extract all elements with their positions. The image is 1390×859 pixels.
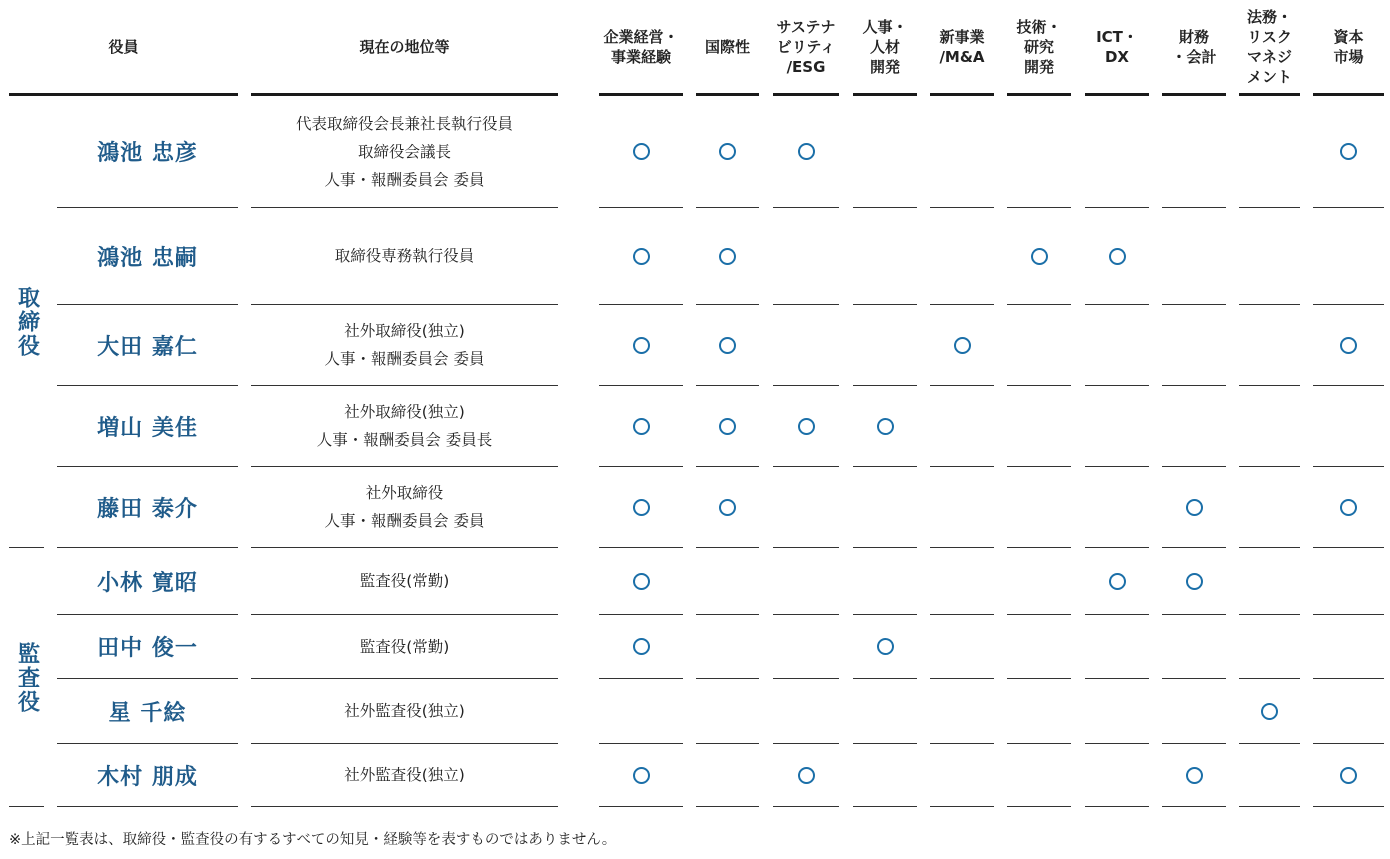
header-skill xyxy=(1007,0,1071,96)
skill-cell xyxy=(773,96,839,208)
circle-mark-icon xyxy=(719,499,736,516)
skill-cell xyxy=(1239,96,1300,208)
skill-cell xyxy=(1239,679,1300,744)
skill-cell xyxy=(1313,208,1384,305)
skill-cell xyxy=(1162,208,1226,305)
skill-cell xyxy=(930,615,994,679)
skill-cell xyxy=(1085,467,1149,548)
circle-mark-icon xyxy=(877,418,894,435)
officer-position xyxy=(251,96,558,208)
skill-cell xyxy=(1162,305,1226,386)
skill-cell xyxy=(930,96,994,208)
skill-cell xyxy=(773,548,839,615)
officer-position xyxy=(251,305,558,386)
skill-cell xyxy=(930,467,994,548)
officer-name xyxy=(57,208,238,305)
skill-cell xyxy=(930,386,994,467)
skill-cell xyxy=(1162,467,1226,548)
circle-mark-icon xyxy=(633,499,650,516)
skill-cell xyxy=(599,208,683,305)
skill-cell xyxy=(1162,615,1226,679)
header-skill-label: 人事・ 人材 開発 xyxy=(862,17,908,76)
skill-cell xyxy=(1085,96,1149,208)
skill-cell xyxy=(696,467,759,548)
header-skill xyxy=(1313,0,1384,96)
skill-cell xyxy=(1085,305,1149,386)
skill-cell xyxy=(1162,744,1226,807)
header-skill xyxy=(853,0,917,96)
skill-cell xyxy=(696,679,759,744)
skill-cell xyxy=(599,744,683,807)
officer-position-text: 社外取締役(独立) 人事・報酬委員会 委員 xyxy=(324,322,485,368)
officer-position-text: 社外監査役(独立) xyxy=(344,766,465,784)
officer-name-text: 増山 美佳 xyxy=(97,415,198,441)
skill-cell xyxy=(1007,679,1071,744)
header-position xyxy=(251,0,558,96)
group-label-text: 取締役 xyxy=(14,286,40,358)
skill-cell xyxy=(1239,386,1300,467)
skill-cell xyxy=(1007,548,1071,615)
skill-cell xyxy=(1239,615,1300,679)
skill-cell xyxy=(1085,744,1149,807)
header-skill-label: ICT・ DX xyxy=(1096,27,1138,66)
group-label xyxy=(9,96,45,548)
skill-cell xyxy=(696,386,759,467)
circle-mark-icon xyxy=(633,143,650,160)
group-label-text: 監査役 xyxy=(14,641,40,714)
circle-mark-icon xyxy=(1186,767,1203,784)
circle-mark-icon xyxy=(798,143,815,160)
header-skill-label: 新事業 /M&A xyxy=(939,27,985,66)
skill-cell xyxy=(930,548,994,615)
circle-mark-icon xyxy=(1109,573,1126,590)
skill-cell xyxy=(1085,208,1149,305)
header-skill-label: 資本 市場 xyxy=(1333,27,1364,66)
circle-mark-icon xyxy=(1186,573,1203,590)
skill-cell xyxy=(930,305,994,386)
skill-cell xyxy=(773,386,839,467)
officer-name xyxy=(57,96,238,208)
officer-name xyxy=(57,467,238,548)
circle-mark-icon xyxy=(719,143,736,160)
skill-cell xyxy=(773,208,839,305)
skill-cell xyxy=(599,305,683,386)
circle-mark-icon xyxy=(719,248,736,265)
officer-name-text: 小林 寛昭 xyxy=(97,570,198,596)
group-label xyxy=(9,548,45,807)
skill-cell xyxy=(1239,744,1300,807)
skill-cell xyxy=(773,615,839,679)
skill-cell xyxy=(696,305,759,386)
officer-position-text: 代表取締役会長兼社長執行役員 取締役会議長 人事・報酬委員会 委員 xyxy=(295,114,513,189)
officer-position xyxy=(251,679,558,744)
circle-mark-icon xyxy=(1340,499,1357,516)
circle-mark-icon xyxy=(954,337,971,354)
header-officer xyxy=(9,0,238,96)
circle-mark-icon xyxy=(633,638,650,655)
header-skill-label: 企業経営・ 事業経験 xyxy=(603,27,679,66)
officer-name xyxy=(57,615,238,679)
header-skill xyxy=(599,0,683,96)
officer-name xyxy=(57,305,238,386)
skill-cell xyxy=(696,548,759,615)
skill-cell xyxy=(1162,386,1226,467)
skill-cell xyxy=(696,208,759,305)
skill-cell xyxy=(1085,615,1149,679)
skill-cell xyxy=(1313,615,1384,679)
skill-cell xyxy=(599,467,683,548)
skill-cell xyxy=(930,208,994,305)
skill-cell xyxy=(1313,386,1384,467)
header-skill-label: 技術・ 研究 開発 xyxy=(1016,17,1062,76)
skill-cell xyxy=(696,615,759,679)
skill-cell xyxy=(1313,548,1384,615)
header-skill xyxy=(696,0,759,96)
officer-position-text: 社外取締役 人事・報酬委員会 委員 xyxy=(324,484,485,530)
skill-cell xyxy=(773,744,839,807)
skill-cell xyxy=(930,744,994,807)
skill-cell xyxy=(1313,467,1384,548)
skill-cell xyxy=(599,548,683,615)
skill-cell xyxy=(1007,467,1071,548)
skill-cell xyxy=(1085,386,1149,467)
header-skill xyxy=(1239,0,1300,96)
circle-mark-icon xyxy=(1031,248,1048,265)
officer-name xyxy=(57,744,238,807)
circle-mark-icon xyxy=(719,418,736,435)
skill-cell xyxy=(853,386,917,467)
skill-cell xyxy=(853,679,917,744)
skill-cell xyxy=(1007,305,1071,386)
officer-name-text: 大田 嘉仁 xyxy=(97,334,198,360)
officer-name-text: 鴻池 忠嗣 xyxy=(97,245,198,271)
header-position-label: 現在の地位等 xyxy=(359,37,450,56)
officer-position xyxy=(251,615,558,679)
circle-mark-icon xyxy=(798,767,815,784)
circle-mark-icon xyxy=(633,767,650,784)
officer-position xyxy=(251,386,558,467)
skill-cell xyxy=(1162,548,1226,615)
skill-cell xyxy=(1007,386,1071,467)
officer-name-text: 木村 朋成 xyxy=(97,764,198,790)
officer-name xyxy=(57,386,238,467)
officer-position-text: 取締役専務執行役員 xyxy=(334,247,475,265)
header-skill-label: 法務・ リスク マネジ メント xyxy=(1246,7,1292,86)
circle-mark-icon xyxy=(633,418,650,435)
circle-mark-icon xyxy=(1261,703,1278,720)
header-skill xyxy=(1162,0,1226,96)
skill-cell xyxy=(1162,96,1226,208)
officer-position xyxy=(251,744,558,807)
skill-cell xyxy=(599,386,683,467)
header-skill-label: サステナ ビリティ /ESG xyxy=(776,17,836,76)
skill-cell xyxy=(853,305,917,386)
skill-cell xyxy=(1085,679,1149,744)
circle-mark-icon xyxy=(1340,143,1357,160)
header-skill xyxy=(773,0,839,96)
skill-cell xyxy=(599,679,683,744)
header-officer-label: 役員 xyxy=(108,37,139,56)
officer-position-text: 監査役(常勤) xyxy=(359,572,450,590)
skill-cell xyxy=(1162,679,1226,744)
officer-position xyxy=(251,467,558,548)
skill-cell xyxy=(1085,548,1149,615)
officer-name xyxy=(57,548,238,615)
skill-cell xyxy=(853,548,917,615)
skill-cell xyxy=(1007,615,1071,679)
skill-cell xyxy=(773,467,839,548)
header-skill xyxy=(930,0,994,96)
circle-mark-icon xyxy=(633,337,650,354)
skill-cell xyxy=(773,305,839,386)
circle-mark-icon xyxy=(877,638,894,655)
skill-cell xyxy=(1007,96,1071,208)
skill-cell xyxy=(696,744,759,807)
officer-position xyxy=(251,208,558,305)
skill-cell xyxy=(1313,96,1384,208)
skill-cell xyxy=(599,615,683,679)
skill-cell xyxy=(1313,305,1384,386)
skill-cell xyxy=(1007,208,1071,305)
skill-cell xyxy=(853,615,917,679)
circle-mark-icon xyxy=(1340,337,1357,354)
officer-position-text: 社外監査役(独立) xyxy=(344,702,465,720)
officer-position-text: 社外取締役(独立) 人事・報酬委員会 委員長 xyxy=(316,403,493,449)
officer-position-text: 監査役(常勤) xyxy=(359,637,450,656)
skill-cell xyxy=(1239,208,1300,305)
header-skill-label: 国際性 xyxy=(704,37,750,56)
circle-mark-icon xyxy=(633,248,650,265)
skill-cell xyxy=(1313,679,1384,744)
officer-name-text: 星 千絵 xyxy=(108,700,187,726)
skill-cell xyxy=(853,96,917,208)
skill-cell xyxy=(930,679,994,744)
skill-cell xyxy=(1007,744,1071,807)
officer-position xyxy=(251,548,558,615)
circle-mark-icon xyxy=(1109,248,1126,265)
officer-name-text: 田中 俊一 xyxy=(97,636,198,661)
circle-mark-icon xyxy=(719,337,736,354)
header-skill xyxy=(1085,0,1149,96)
footnote: ※上記一覧表は、取締役・監査役の有するすべての知見・経験等を表すものではありません。 xyxy=(9,832,617,848)
circle-mark-icon xyxy=(1340,767,1357,784)
skill-cell xyxy=(853,467,917,548)
group-divider xyxy=(9,806,44,807)
skill-cell xyxy=(853,208,917,305)
circle-mark-icon xyxy=(1186,499,1203,516)
circle-mark-icon xyxy=(798,418,815,435)
header-skill-label: 財務 ・会計 xyxy=(1171,27,1217,66)
skill-cell xyxy=(1239,467,1300,548)
skill-cell xyxy=(1313,744,1384,807)
skill-cell xyxy=(1239,305,1300,386)
officer-name xyxy=(57,679,238,744)
skill-cell xyxy=(1239,548,1300,615)
officer-name-text: 藤田 泰介 xyxy=(97,496,198,522)
officer-name-text: 鴻池 忠彦 xyxy=(97,141,198,166)
skill-cell xyxy=(853,744,917,807)
skill-cell xyxy=(599,96,683,208)
skill-cell xyxy=(696,96,759,208)
skill-cell xyxy=(773,679,839,744)
circle-mark-icon xyxy=(633,573,650,590)
